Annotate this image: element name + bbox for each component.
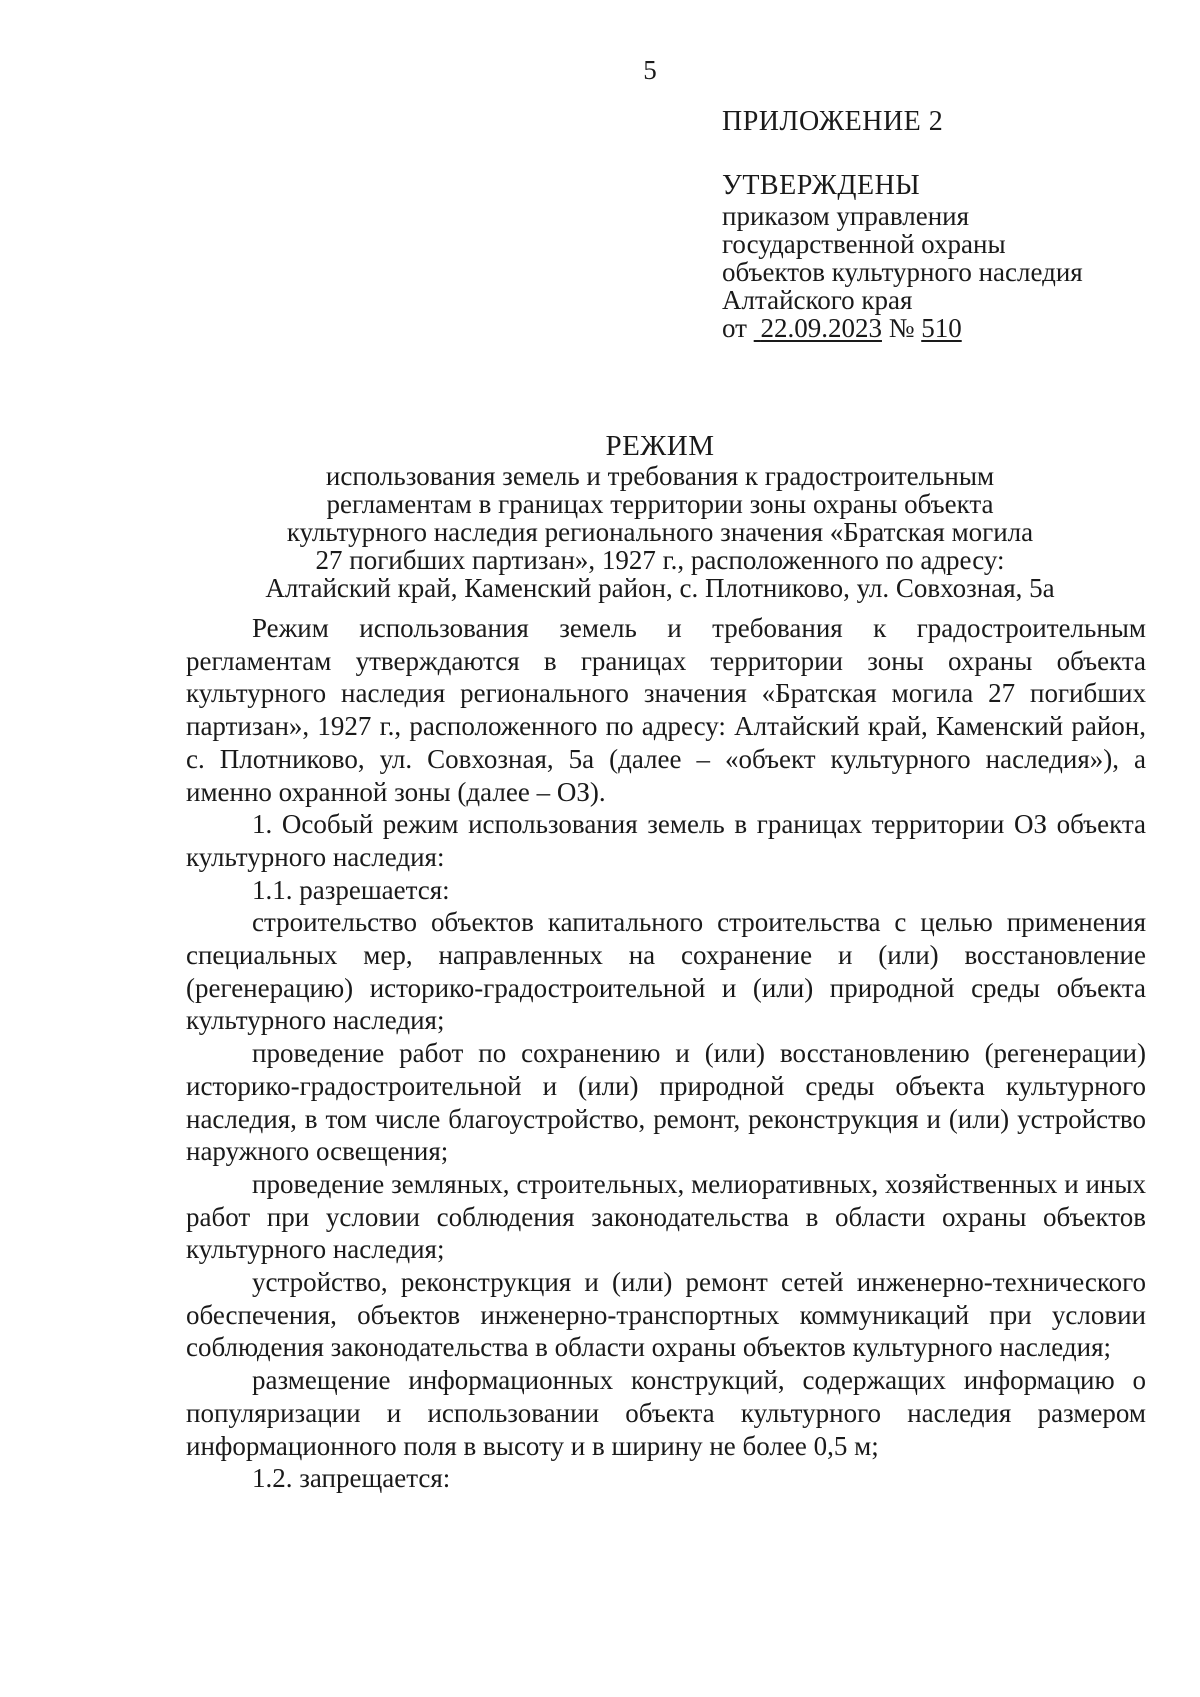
approval-date-line bbox=[722, 314, 1182, 342]
approval-line: государственной охраны bbox=[722, 229, 1006, 259]
title-line: культурного наследия регионального значения «Братская могила bbox=[286, 517, 1034, 547]
approval-date: 22.09.2023 bbox=[760, 313, 882, 343]
section-1-2-heading: 1.2. запрещается: bbox=[252, 1463, 451, 1494]
page-number: 5 bbox=[643, 55, 657, 85]
title-line: регламентам в границах территории зоны охраны объекта bbox=[326, 489, 994, 519]
allowed-item: проведение работ по сохранению и (или) восстановлению (регенерации) историко-градостроительной и (или) природной среды объекта культурного наследия, в том числе благоустройство, ремонт, реконструкция и (или) устройство наружного освещения; bbox=[186, 1038, 1146, 1167]
title-line: использования земель и требования к градостроительным bbox=[325, 461, 995, 491]
document-body bbox=[186, 612, 1146, 1495]
title-line: Алтайский край, Каменский район, с. Плотниково, ул. Совхозная, 5а bbox=[265, 573, 1055, 603]
approval-stamp-block bbox=[722, 108, 1182, 342]
allowed-item: устройство, реконструкция и (или) ремонт сетей инженерно-технического обеспечения, объектов инженерно-транспортных коммуникаций при условии соблюдения законодательства в области охраны объектов культурного наследия; bbox=[186, 1267, 1146, 1363]
approval-line: Алтайского края bbox=[722, 285, 913, 315]
title-heading: РЕЖИМ bbox=[605, 430, 715, 462]
allowed-item: строительство объектов капитального строительства с целью применения специальных мер, направленных на сохранение и (или) восстановление (регенерацию) историко-градостроительной и (или) природной среды объекта культурного наследия; bbox=[186, 907, 1146, 1036]
allowed-item: проведение земляных, строительных, мелиоративных, хозяйственных и иных работ при условии соблюдения законодательства в области охраны объектов культурного наследия; bbox=[186, 1168, 1146, 1265]
allowed-item: размещение информационных конструкций, содержащих информацию о популяризации и использовании объекта культурного наследия размером информационного поля в высоту и в ширину не более 0,5 м; bbox=[186, 1365, 1146, 1461]
approval-line: объектов культурного наследия bbox=[722, 257, 1083, 287]
approval-number: 510 bbox=[921, 313, 962, 343]
approved-label: УТВЕРЖДЕНЫ bbox=[722, 170, 921, 201]
document-title bbox=[180, 432, 1140, 602]
approval-line: приказом управления bbox=[722, 201, 970, 231]
date-prefix: от bbox=[722, 313, 747, 343]
appendix-label: ПРИЛОЖЕНИЕ 2 bbox=[722, 106, 944, 137]
section-1-paragraph: 1. Особый режим использования земель в границах территории ОЗ объекта культурного наследия: bbox=[186, 809, 1146, 872]
intro-paragraph: Режим использования земель и требования к градостроительным регламентам утверждаются в границах территории зоны охраны объекта культурного наследия регионального значения «Братская могила 27 погибших партизан», 1927 г., расположенного по адресу: Алтайский край, Каменский район, с. Плотниково, ул. Совхозная, 5а (далее – «объект культурного наследия»), а именно охранной зоны (далее – ОЗ). bbox=[186, 613, 1146, 807]
title-line: 27 погибших партизан», 1927 г., расположенного по адресу: bbox=[315, 545, 1005, 575]
section-1-1-heading: 1.1. разрешается: bbox=[252, 874, 450, 905]
number-prefix: № bbox=[888, 313, 915, 343]
